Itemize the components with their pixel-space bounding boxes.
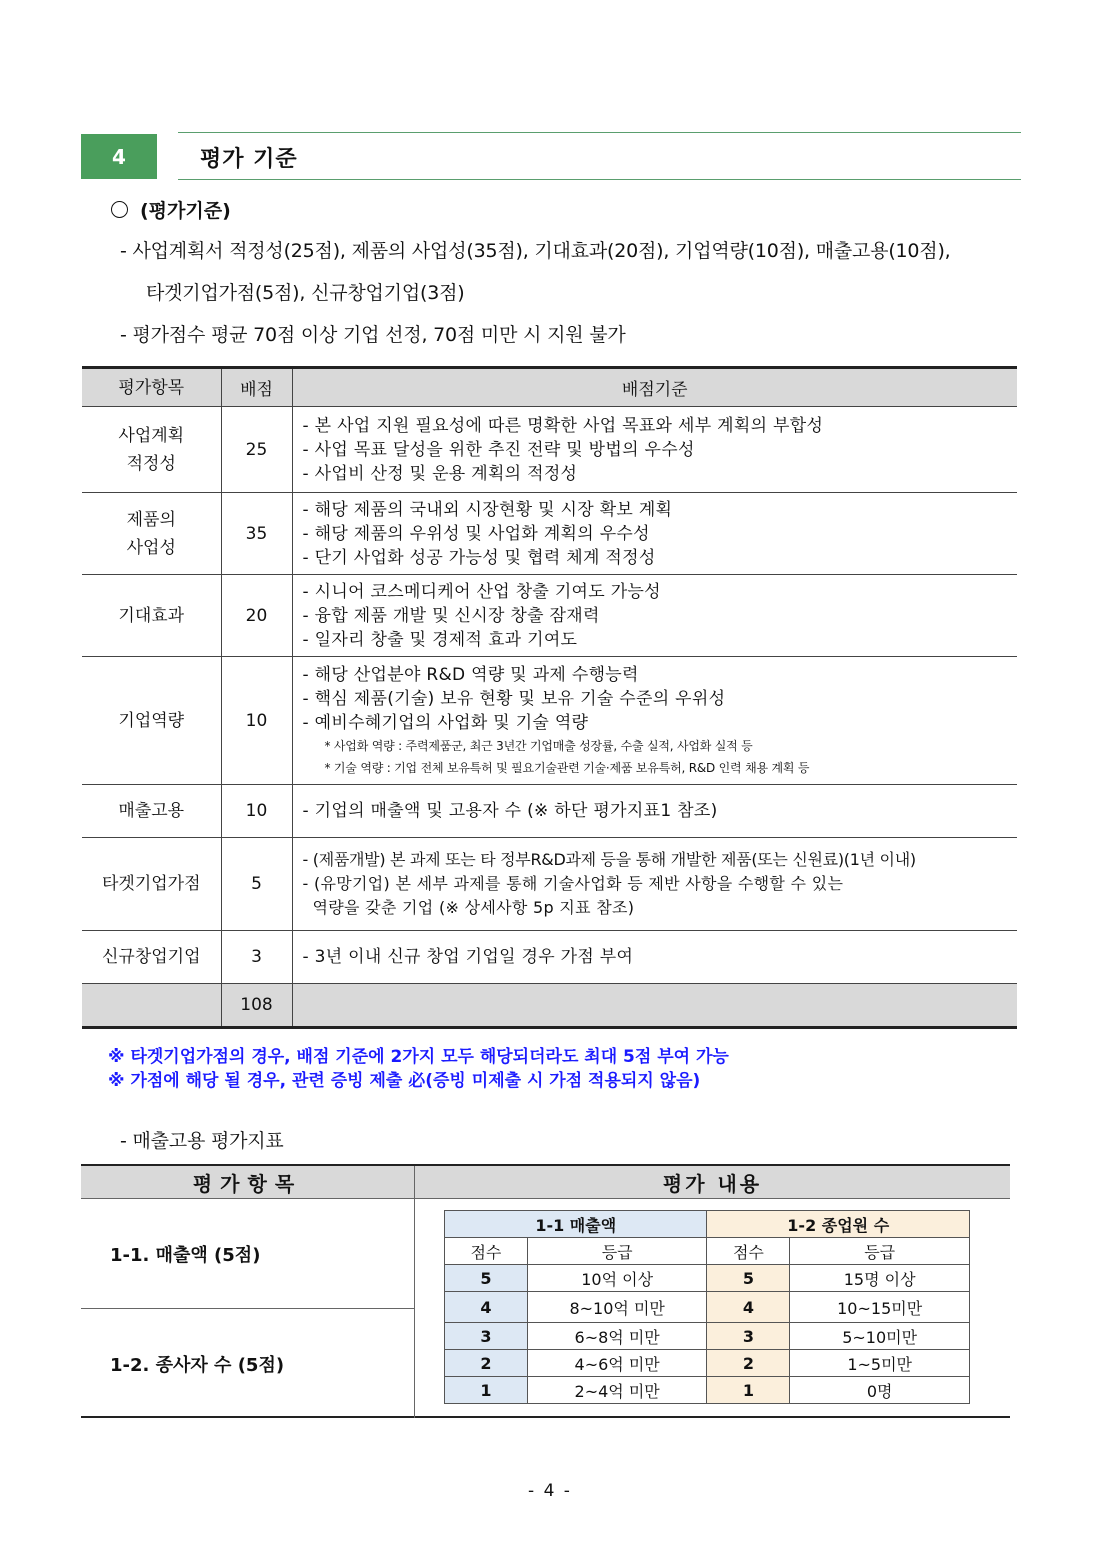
table-row [82, 838, 1017, 931]
employees-grade: 10~15미만 [790, 1292, 970, 1323]
table-row [82, 657, 1017, 785]
criteria-cell [292, 785, 1017, 838]
employees-group-header: 1-2 종업원 수 [707, 1211, 970, 1238]
item-label: 기업역량 [118, 710, 185, 731]
item-label: 사업성 [126, 537, 176, 558]
criteria-line: - 사업비 산정 및 운용 계획의 적정성 [302, 463, 578, 484]
column-header: 등급 [527, 1238, 707, 1265]
column-header: 배점기준 [292, 368, 1017, 407]
section-header [81, 132, 1021, 180]
eval-heading: - 매출고용 평가지표 [120, 1130, 284, 1152]
sales-grade: 2~4억 미만 [527, 1377, 707, 1404]
criteria-cell [292, 838, 1017, 931]
sales-score: 1 [445, 1377, 528, 1404]
paragraph-line: 타겟기업가점(5점), 신규창업기업(3점) [146, 282, 465, 304]
item-cell [82, 657, 221, 785]
score-cell: 3 [221, 931, 292, 984]
item-label: 제품의 [126, 509, 176, 530]
sales-grade: 6~8억 미만 [527, 1323, 707, 1350]
criteria-line: - 본 사업 지원 필요성에 따른 명확한 사업 목표와 세부 계획의 부합성 [302, 415, 824, 436]
total-row [82, 984, 1017, 1028]
table-row [82, 407, 1017, 493]
paragraph-line: - 사업계획서 적정성(25점), 제품의 사업성(35점), 기대효과(20점), 기업역량(10점), 매출고용(10점), [120, 240, 951, 262]
criteria-line: - 시니어 코스메디케어 산업 창출 기여도 가능성 [302, 581, 661, 602]
criteria-line: - 핵심 제품(기술) 보유 현황 및 보유 기술 수준의 우위성 [302, 688, 726, 709]
grade-group-header-row [445, 1211, 970, 1238]
employees-grade: 5~10미만 [790, 1323, 970, 1350]
column-header: 점수 [445, 1238, 528, 1265]
score-cell: 10 [221, 657, 292, 785]
criteria-line: - 단기 사업화 성공 가능성 및 협력 체계 적정성 [302, 547, 656, 568]
eval-item-sales: 1-1. 매출액 (5점) [110, 1245, 261, 1266]
item-label: 기대효과 [118, 605, 185, 626]
criteria-line: - 3년 이내 신규 창업 기업일 경우 가점 부여 [302, 947, 634, 967]
criteria-cell [292, 493, 1017, 575]
table-row [82, 575, 1017, 657]
grade-row [445, 1292, 970, 1323]
employees-score: 4 [707, 1292, 790, 1323]
criteria-cell [292, 931, 1017, 984]
total-empty-cell [292, 984, 1017, 1028]
note-line: ※ 타겟기업가점의 경우, 배점 기준에 2가지 모두 해당되더라도 최대 5점 부여 가능 [108, 1047, 729, 1067]
section-title: 평가 기준 [200, 147, 298, 172]
criteria-cell [292, 575, 1017, 657]
table-header-row [82, 368, 1017, 407]
score-cell: 20 [221, 575, 292, 657]
eval-header-left: 평가항목 [81, 1166, 415, 1199]
criteria-line: - 해당 산업분야 R&D 역량 및 과제 수행능력 [302, 664, 639, 685]
column-header: 등급 [790, 1238, 970, 1265]
score-cell: 35 [221, 493, 292, 575]
page-number: - 4 - [528, 1481, 572, 1501]
criteria-subnote: * 기술 역량 : 기업 전체 보유특허 및 필요기술관련 기술·제품 보유특허, R&D 인력 채용 계획 등 [324, 760, 810, 775]
sales-grade: 10억 이상 [527, 1265, 707, 1292]
employees-score: 5 [707, 1265, 790, 1292]
grade-table [444, 1210, 970, 1404]
employees-score: 3 [707, 1323, 790, 1350]
column-header: 배점 [221, 368, 292, 407]
item-label: 매출고용 [118, 801, 185, 821]
sales-group-header: 1-1 매출액 [445, 1211, 707, 1238]
paragraph-line: - 평가점수 평균 70점 이상 기업 선정, 70점 미만 시 지원 불가 [120, 324, 626, 346]
grade-row [445, 1377, 970, 1404]
employees-grade: 15명 이상 [790, 1265, 970, 1292]
employees-grade: 0명 [790, 1377, 970, 1404]
table-row [82, 931, 1017, 984]
sales-score: 5 [445, 1265, 528, 1292]
table-row [82, 493, 1017, 575]
section-title-box [178, 132, 1021, 180]
employees-score: 1 [707, 1377, 790, 1404]
criteria-line: - 해당 제품의 국내외 시장현황 및 시장 확보 계획 [302, 499, 673, 520]
item-cell [82, 407, 221, 493]
table-row [82, 785, 1017, 838]
employees-score: 2 [707, 1350, 790, 1377]
sales-grade: 8~10억 미만 [527, 1292, 707, 1323]
circle-bullet-icon [111, 201, 128, 218]
sales-grade: 4~6억 미만 [527, 1350, 707, 1377]
criteria-line: - 해당 제품의 우위성 및 사업화 계획의 우수성 [302, 523, 650, 544]
criteria-line: - 기업의 매출액 및 고용자 수 (※ 하단 평가지표1 참조) [302, 801, 718, 821]
grade-column-header-row [445, 1238, 970, 1265]
item-cell [82, 493, 221, 575]
grade-row [445, 1323, 970, 1350]
eval-header-right: 평가 내용 [415, 1166, 1010, 1199]
criteria-line: - 예비수혜기업의 사업화 및 기술 역량 [302, 712, 589, 733]
note-line: ※ 가점에 해당 될 경우, 관련 증빙 제출 必(증빙 미제출 시 가점 적용되지 않음) [108, 1071, 701, 1091]
eval-items-column [81, 1199, 415, 1418]
item-label: 신규창업기업 [101, 947, 201, 967]
total-label-cell [82, 984, 221, 1028]
item-label: 적정성 [126, 453, 176, 474]
evaluation-criteria-table [82, 366, 1017, 1029]
criteria-line: 역량을 갖춘 기업 (※ 상세사항 5p 지표 참조) [312, 898, 635, 917]
item-cell [82, 931, 221, 984]
eval-divider [81, 1308, 415, 1309]
item-cell [82, 838, 221, 931]
criteria-line: - (유망기업) 본 세부 과제를 통해 기술사업화 등 제반 사항을 수행할 수 있는 [302, 874, 844, 893]
employees-grade: 1~5미만 [790, 1350, 970, 1377]
total-score-cell: 108 [221, 984, 292, 1028]
grade-row [445, 1265, 970, 1292]
column-header: 점수 [707, 1238, 790, 1265]
item-label: 사업계획 [118, 425, 185, 446]
criteria-heading [111, 196, 231, 223]
score-cell: 25 [221, 407, 292, 493]
criteria-line: - (제품개발) 본 과제 또는 타 정부R&D과제 등을 통해 개발한 제품(또는 신원료)(1년 이내) [302, 850, 916, 869]
column-header: 평가항목 [82, 368, 221, 407]
item-cell [82, 575, 221, 657]
eval-item-employees: 1-2. 종사자 수 (5점) [110, 1355, 285, 1376]
sales-score: 4 [445, 1292, 528, 1323]
section-number: 4 [81, 134, 157, 179]
criteria-line: - 사업 목표 달성을 위한 추진 전략 및 방법의 우수성 [302, 439, 695, 460]
score-cell: 10 [221, 785, 292, 838]
criteria-line: - 융합 제품 개발 및 신시장 창출 잠재력 [302, 605, 600, 626]
score-cell: 5 [221, 838, 292, 931]
criteria-cell [292, 407, 1017, 493]
grade-row [445, 1350, 970, 1377]
item-cell [82, 785, 221, 838]
criteria-heading-text: (평가기준) [140, 200, 231, 222]
criteria-subnote: * 사업화 역량 : 주력제품군, 최근 3년간 기업매출 성장률, 수출 실적, 사업화 실적 등 [324, 738, 753, 753]
sales-score: 3 [445, 1323, 528, 1350]
sales-score: 2 [445, 1350, 528, 1377]
criteria-cell [292, 657, 1017, 785]
criteria-line: - 일자리 창출 및 경제적 효과 기여도 [302, 629, 578, 650]
item-label: 타겟기업가점 [101, 874, 201, 894]
